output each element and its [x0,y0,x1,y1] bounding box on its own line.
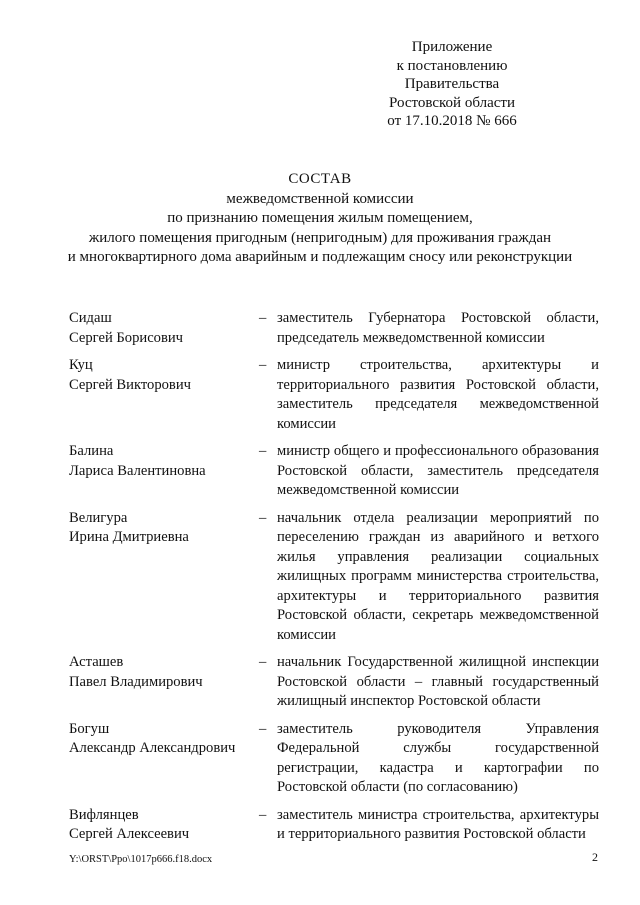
member-given-name: Александр Александрович [69,740,236,756]
appendix-line: Правительства [404,76,500,92]
member-name [69,653,259,712]
appendix-line: к постановлению [396,57,508,74]
member-entry [69,442,599,501]
member-entry [69,509,599,646]
member-surname: Асташев [69,654,124,670]
member-dash: – [259,310,267,326]
member-dash: – [259,720,267,737]
member-surname: Вифлянцев [69,806,139,823]
document-subtitle-line: и многоквартирного дома аварийным и подлежащим сносу или реконструкции [67,249,573,265]
document-heading [40,170,600,268]
member-entry [69,356,599,434]
footer-file-path: Y:\ORST\Ppo\1017p666.f18.docx [69,854,213,865]
member-name [69,442,259,501]
member-role: начальник Государственной жилищной инспекции Ростовской области – главный государственный жилищный инспектор Ростовской области [277,654,599,709]
member-surname: Балина [69,443,114,459]
member-role: заместитель руководителя Управления Федеральной службы государственной регистрации, кадастра и картографии по Ростовской области (по согласованию) [277,720,599,795]
member-given-name: Ирина Дмитриевна [69,529,189,545]
member-entry [69,720,599,798]
member-surname: Сидаш [69,310,112,326]
member-given-name: Сергей Викторович [69,376,191,393]
member-dash: – [259,357,267,373]
document-title: СОСТАВ [288,171,352,187]
member-entry [69,309,599,348]
member-surname: Велигура [69,509,128,526]
document-subtitle-line: по признанию помещения жилым помещением, [167,210,473,226]
member-dash: – [259,509,267,526]
member-role: министр общего и профессионального образования Ростовской области, заместитель председателя межведомственной комиссии [277,443,599,498]
appendix-line: Ростовской области [389,94,515,111]
member-role: заместитель Губернатора Ростовской области, председатель межведомственной комиссии [277,310,599,346]
commission-members-list [69,309,599,853]
member-surname: Куц [69,357,93,373]
member-given-name: Павел Владимирович [69,673,203,690]
member-name [69,720,259,798]
member-dash: – [259,806,267,823]
member-name [69,356,259,434]
member-entry [69,653,599,712]
member-role: министр строительства, архитектуры и территориального развития Ростовской области, заместитель председателя межведомственной комиссии [277,357,599,432]
member-dash: – [259,654,267,670]
member-role: заместитель министра строительства, архитектуры и территориального развития Ростовской области [277,806,599,842]
member-given-name: Сергей Алексеевич [69,826,190,842]
appendix-line: от 17.10.2018 № 666 [387,113,517,129]
member-role: начальник отдела реализации мероприятий по переселению граждан из аварийного и ветхого жилья управления реализации социальных жилищных программ министерства строительства, архитектуры и территориального развития Ростовской области, секретарь межведомственной комиссии [277,509,599,643]
page-number: 2 [592,850,598,864]
member-given-name: Лариса Валентиновна [69,462,206,479]
member-name [69,309,259,348]
appendix-line: Приложение [411,39,493,55]
member-surname: Богуш [69,720,110,737]
appendix-reference [342,38,562,131]
member-given-name: Сергей Борисович [69,329,184,346]
member-dash: – [259,443,267,459]
member-entry [69,806,599,845]
member-name [69,509,259,646]
member-name [69,806,259,845]
document-subtitle-line: межведомственной комиссии [226,190,414,207]
document-subtitle-line: жилого помещения пригодным (непригодным) для проживания граждан [88,229,552,246]
